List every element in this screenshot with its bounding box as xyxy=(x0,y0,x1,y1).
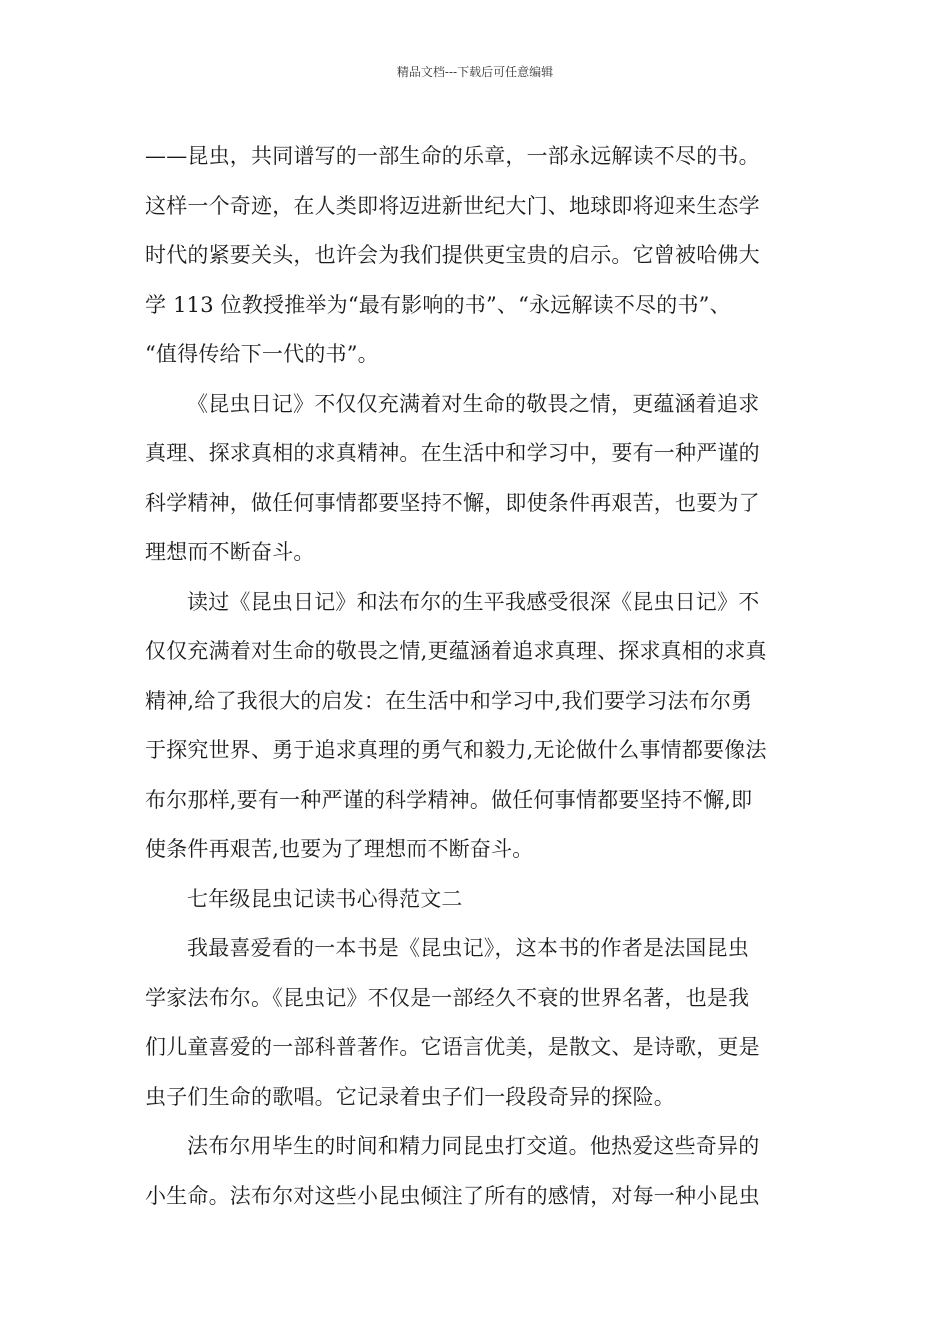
text-line: 理想而不断奋斗。 xyxy=(145,540,315,564)
text-line: 学家法布尔。《昆虫记》不仅是一部经久不衰的世界名著，也是我 xyxy=(145,985,750,1010)
document-body xyxy=(145,132,805,1221)
text-line: 法布尔用毕生的时间和精力同昆虫打交道。他热爱这些奇异的 xyxy=(187,1134,760,1158)
text-line: 《昆虫日记》不仅仅充满着对生命的敬畏之情，更蕴涵着追求 xyxy=(187,391,760,416)
text-line: 虫子们生命的歌唱。它记录着虫子们一段段奇异的探险。 xyxy=(145,1084,675,1109)
text-line: 小生命。法布尔对这些小昆虫倾注了所有的感情，对每一种小昆虫 xyxy=(145,1183,760,1208)
section-heading: 七年级昆虫记读书心得范文二 xyxy=(187,886,463,911)
text-line: 真理、探求真相的求真精神。在生活中和学习中，要有一种严谨的 xyxy=(145,441,760,465)
text-line: 精神,给了我很大的启发：在生活中和学习中,我们要学习法布尔勇 xyxy=(145,688,753,713)
text-line: 我最喜爱看的一本书是《昆虫记》，这本书的作者是法国昆虫 xyxy=(187,936,749,960)
text-line: 时代的紧要关头，也许会为我们提供更宝贵的启示。它曾被哈佛大 xyxy=(145,243,760,267)
text-line: 科学精神，做任何事情都要坚持不懈，即使条件再艰苦，也要为了 xyxy=(145,490,760,515)
text-line: ——昆虫，共同谱写的一部生命的乐章，一部永远解读不尽的书。 xyxy=(145,144,760,168)
text-line: 布尔那样,要有一种严谨的科学精神。做任何事情都要坚持不懈,即 xyxy=(145,787,753,812)
text-line: 们儿童喜爱的一部科普著作。它语言优美，是散文、是诗歌，更是 xyxy=(145,1035,760,1059)
text-line: 读过《昆虫日记》和法布尔的生平我感受很深《昆虫日记》不 xyxy=(187,589,760,614)
text-line: “值得传给下一代的书”。 xyxy=(145,342,379,366)
text-line: 这样一个奇迹，在人类即将迈进新世纪大门、地球即将迎来生态学 xyxy=(145,193,760,218)
page-header: 精品文档---下载后可任意编辑 xyxy=(396,65,554,79)
text-line: 使条件再艰苦,也要为了理想而不断奋斗。 xyxy=(145,837,534,861)
text-line: 学 113 位教授推举为“最有影响的书”、“永远解读不尽的书”、 xyxy=(145,292,731,317)
text-line: 仅仅充满着对生命的敬畏之情,更蕴涵着追求真理、探求真相的求真 xyxy=(145,639,767,663)
text-line: 于探究世界、勇于追求真理的勇气和毅力,无论做什么事情都要像法 xyxy=(145,738,767,762)
